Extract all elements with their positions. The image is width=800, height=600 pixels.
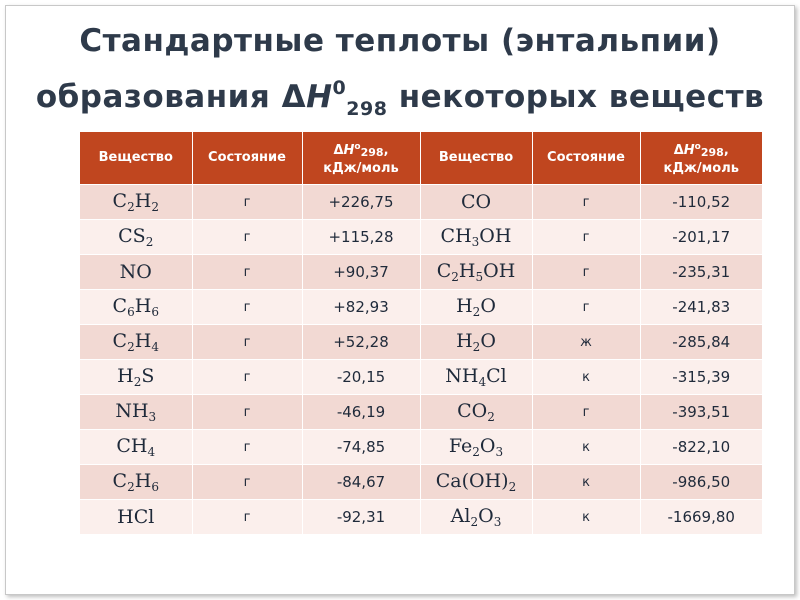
substance-cell: $H_2O$	[420, 325, 532, 360]
enthalpy-value-cell: +115,28	[302, 220, 420, 255]
substance-cell: $CO_2$	[420, 395, 532, 430]
substance-cell: $H_2O$	[420, 290, 532, 325]
table-row	[80, 290, 762, 325]
state-cell: г	[532, 185, 640, 220]
substance-cell: $NH_3$	[80, 395, 192, 430]
substance-cell: CO	[420, 185, 532, 220]
substance-cell: $C_2H_4$	[80, 325, 192, 360]
slide-title	[0, 18, 800, 133]
substance-cell: $NH_4Cl$	[420, 360, 532, 395]
enthalpy-value-cell: -393,51	[640, 395, 762, 430]
state-cell: ж	[532, 325, 640, 360]
table-row	[80, 255, 762, 290]
enthalpy-value-cell: +82,93	[302, 290, 420, 325]
enthalpy-value-cell: -110,52	[640, 185, 762, 220]
state-cell: г	[192, 360, 302, 395]
state-cell: г	[192, 500, 302, 535]
substance-cell: $Al_2O_3$	[420, 500, 532, 535]
table-row	[80, 185, 762, 220]
state-cell: г	[532, 395, 640, 430]
state-cell: г	[192, 290, 302, 325]
table-row	[80, 220, 762, 255]
state-cell: к	[532, 360, 640, 395]
title-line-1: Стандартные теплоты (энтальпии)	[79, 23, 721, 59]
substance-cell: $C_6H_6$	[80, 290, 192, 325]
substance-cell: HCl	[80, 500, 192, 535]
header-state-left: Состояние	[192, 132, 302, 185]
enthalpy-value-cell: -986,50	[640, 465, 762, 500]
substance-cell: $C_2H_5OH$	[420, 255, 532, 290]
header-dh-left: $\Delta H^o_{298}$, кДж/моль	[302, 132, 420, 185]
state-cell: г	[192, 395, 302, 430]
header-substance-left: Вещество	[80, 132, 192, 185]
substance-cell: $Fe_2O_3$	[420, 430, 532, 465]
enthalpy-value-cell: -84,67	[302, 465, 420, 500]
title-line-2-suffix: некоторых веществ	[387, 79, 765, 115]
title-line-2-prefix: образования Δ	[35, 79, 307, 115]
substance-cell: $CH_3OH$	[420, 220, 532, 255]
header-dh-right: $\Delta H^o_{298}$, кДж/моль	[640, 132, 762, 185]
substance-cell: $CH_4$	[80, 430, 192, 465]
table-row	[80, 395, 762, 430]
enthalpy-table	[80, 132, 762, 534]
state-cell: г	[532, 290, 640, 325]
enthalpy-value-cell: -201,17	[640, 220, 762, 255]
enthalpy-value-cell: -822,10	[640, 430, 762, 465]
table-row	[80, 465, 762, 500]
enthalpy-value-cell: -1669,80	[640, 500, 762, 535]
state-cell: г	[192, 430, 302, 465]
enthalpy-value-cell: -46,19	[302, 395, 420, 430]
state-cell: г	[532, 220, 640, 255]
enthalpy-value-cell: -235,31	[640, 255, 762, 290]
substance-cell: $C_2H_6$	[80, 465, 192, 500]
substance-cell: $CS_2$	[80, 220, 192, 255]
substance-cell: $Ca(OH)_2$	[420, 465, 532, 500]
header-state-right: Состояние	[532, 132, 640, 185]
state-cell: г	[532, 255, 640, 290]
state-cell: г	[192, 185, 302, 220]
enthalpy-value-cell: -285,84	[640, 325, 762, 360]
enthalpy-value-cell: -20,15	[302, 360, 420, 395]
enthalpy-value-cell: -74,85	[302, 430, 420, 465]
substance-cell: NO	[80, 255, 192, 290]
table-header-row	[80, 132, 762, 185]
header-substance-right: Вещество	[420, 132, 532, 185]
title-line-2	[0, 65, 800, 133]
enthalpy-value-cell: +226,75	[302, 185, 420, 220]
state-cell: к	[532, 465, 640, 500]
state-cell: г	[192, 220, 302, 255]
table-row	[80, 500, 762, 535]
enthalpy-value-cell: +52,28	[302, 325, 420, 360]
title-h-symbol: H	[306, 79, 333, 115]
substance-cell: $H_2S$	[80, 360, 192, 395]
state-cell: г	[192, 255, 302, 290]
enthalpy-value-cell: +90,37	[302, 255, 420, 290]
state-cell: к	[532, 500, 640, 535]
state-cell: г	[192, 465, 302, 500]
state-cell: к	[532, 430, 640, 465]
table-row	[80, 430, 762, 465]
enthalpy-value-cell: -315,39	[640, 360, 762, 395]
title-subscript: 298	[346, 98, 388, 120]
state-cell: г	[192, 325, 302, 360]
title-superscript: 0	[332, 77, 347, 99]
enthalpy-value-cell: -241,83	[640, 290, 762, 325]
table-row	[80, 325, 762, 360]
table-row	[80, 360, 762, 395]
substance-cell: $C_2H_2$	[80, 185, 192, 220]
enthalpy-value-cell: -92,31	[302, 500, 420, 535]
table-body	[80, 185, 762, 535]
